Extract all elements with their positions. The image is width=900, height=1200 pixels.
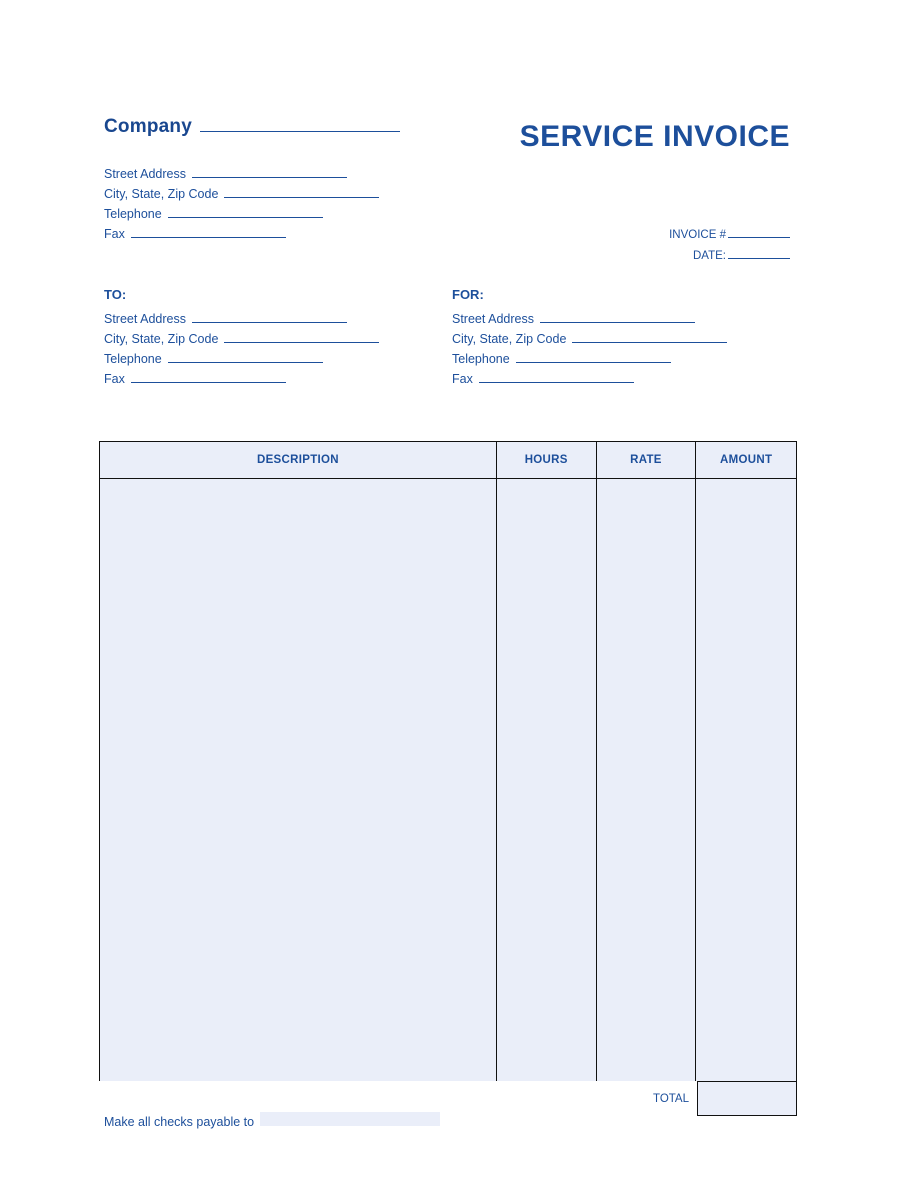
to-fax-label: Fax	[104, 372, 125, 386]
invoice-number-row	[669, 225, 790, 246]
column-header-hours: HOURS	[497, 442, 597, 478]
to-telephone-row	[104, 349, 379, 369]
for-street-field[interactable]	[540, 322, 695, 323]
for-telephone-label: Telephone	[452, 352, 510, 366]
for-city-field[interactable]	[572, 342, 727, 343]
company-label: Company	[104, 116, 192, 137]
invoice-meta	[669, 225, 790, 267]
sender-street-label: Street Address	[104, 167, 186, 181]
to-street-row	[104, 309, 379, 329]
for-street-label: Street Address	[452, 312, 534, 326]
company-name-field[interactable]	[200, 131, 400, 132]
for-street-row	[452, 309, 727, 329]
to-city-row	[104, 329, 379, 349]
sender-street-field[interactable]	[192, 177, 347, 178]
sender-city-label: City, State, Zip Code	[104, 187, 219, 201]
cell-rate-column[interactable]	[597, 479, 697, 1083]
for-city-row	[452, 329, 727, 349]
column-header-rate: RATE	[597, 442, 697, 478]
for-fax-row	[452, 369, 727, 389]
payable-note-field[interactable]	[260, 1112, 440, 1126]
total-label: TOTAL	[597, 1081, 697, 1116]
sender-telephone-label: Telephone	[104, 207, 162, 221]
column-header-description: DESCRIPTION	[100, 442, 497, 478]
table-header-row	[100, 442, 796, 479]
cell-description-column[interactable]	[100, 479, 497, 1083]
sender-street-row	[104, 164, 379, 184]
invoice-date-field[interactable]	[728, 258, 790, 259]
for-fax-label: Fax	[452, 372, 473, 386]
to-block	[104, 285, 379, 389]
cell-hours-column[interactable]	[497, 479, 597, 1083]
for-block	[452, 285, 727, 389]
sender-fax-label: Fax	[104, 227, 125, 241]
to-street-field[interactable]	[192, 322, 347, 323]
invoice-number-field[interactable]	[728, 237, 790, 238]
to-telephone-field[interactable]	[168, 362, 323, 363]
for-heading: FOR:	[452, 287, 484, 302]
sender-city-field[interactable]	[224, 197, 379, 198]
sender-fax-row	[104, 224, 379, 244]
cell-amount-column[interactable]	[696, 479, 796, 1083]
to-fax-row	[104, 369, 379, 389]
sender-city-row	[104, 184, 379, 204]
sender-telephone-field[interactable]	[168, 217, 323, 218]
to-city-label: City, State, Zip Code	[104, 332, 219, 346]
total-value[interactable]	[697, 1081, 797, 1116]
to-fax-field[interactable]	[131, 382, 286, 383]
sender-address-block	[104, 164, 379, 244]
to-heading: TO:	[104, 287, 127, 302]
sender-telephone-row	[104, 204, 379, 224]
to-telephone-label: Telephone	[104, 352, 162, 366]
invoice-date-label: DATE:	[692, 250, 726, 262]
invoice-date-row	[669, 246, 790, 267]
to-city-field[interactable]	[224, 342, 379, 343]
for-telephone-row	[452, 349, 727, 369]
to-street-label: Street Address	[104, 312, 186, 326]
total-row	[99, 1081, 797, 1116]
payable-note-label: Make all checks payable to	[104, 1115, 255, 1129]
page-title: SERVICE INVOICE	[519, 120, 790, 153]
for-telephone-field[interactable]	[516, 362, 671, 363]
total-spacer	[99, 1081, 597, 1116]
for-city-label: City, State, Zip Code	[452, 332, 567, 346]
for-fax-field[interactable]	[479, 382, 634, 383]
payable-note	[104, 1112, 440, 1129]
column-header-amount: AMOUNT	[720, 454, 773, 466]
line-items-table	[99, 441, 797, 1084]
table-body	[100, 479, 796, 1083]
company-line	[104, 116, 400, 138]
sender-fax-field[interactable]	[131, 237, 286, 238]
invoice-number-label: INVOICE #	[669, 229, 726, 241]
